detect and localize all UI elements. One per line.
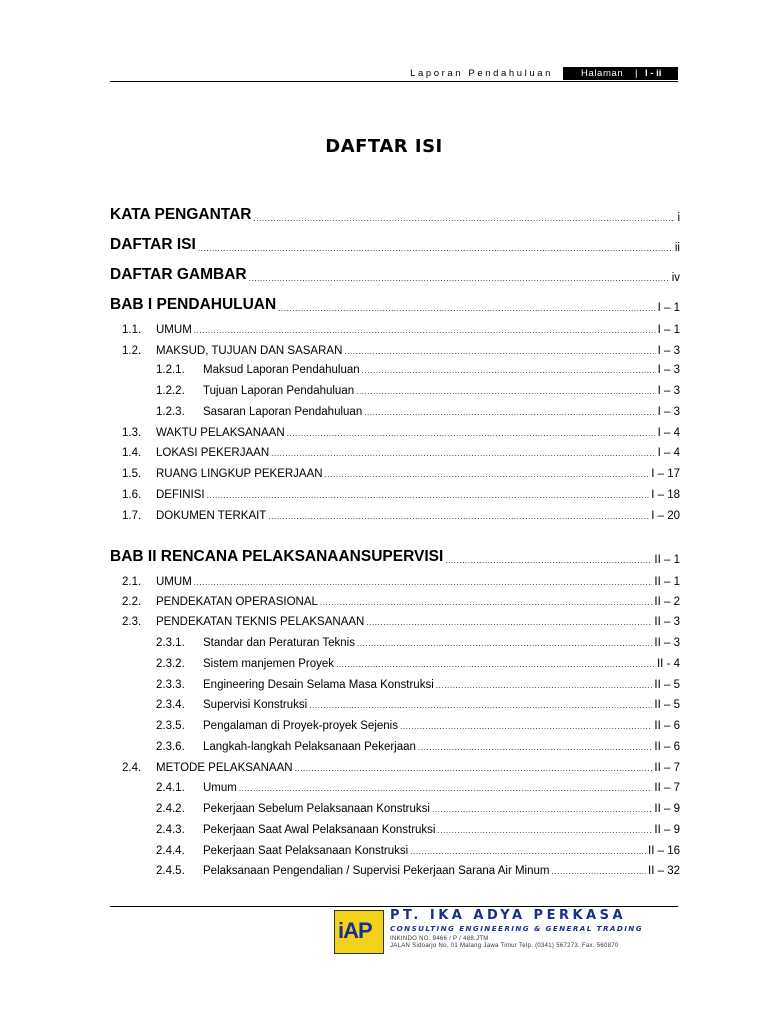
toc-dot-leader [295, 763, 653, 775]
toc-entry-page: I – 20 [651, 510, 680, 522]
toc-entry-label: Sasaran Laporan Pendahuluan [203, 406, 363, 418]
toc-entry-number: 2.3.1. [156, 637, 185, 649]
toc-dot-leader [552, 866, 647, 878]
page-separator: | [635, 68, 638, 79]
toc-entry-page: II – 2 [654, 596, 680, 608]
toc-entry [156, 865, 680, 877]
toc-entry-page: II – 7 [654, 762, 680, 774]
toc-entry [122, 447, 680, 459]
toc-entry-number: 2.3.6. [156, 741, 185, 753]
page-header [110, 67, 678, 82]
toc-entry-label: Pekerjaan Saat Awal Pelaksanaan Konstruksi [203, 824, 436, 836]
toc-entry-label: LOKASI PEKERJAAN [156, 447, 270, 459]
toc-entry-number: 1.3. [122, 427, 142, 439]
company-address: JALAN Sidoarjo No. 01 Malang Jawa Timur Telp. (0341) 567273. Fax. 560870 [390, 943, 619, 949]
toc-dot-leader [268, 511, 649, 523]
toc-entry-label: UMUM [156, 324, 192, 336]
toc-entry-label: BAB II RENCANA PELAKSANAANSUPERVISI [110, 548, 444, 565]
toc-entry-number: 2.3.3. [156, 679, 185, 691]
toc-entry-page: I – 18 [651, 489, 680, 501]
toc-dot-leader [357, 638, 652, 650]
toc-entry-page: II – 3 [654, 616, 680, 628]
company-tagline: CONSULTING ENGINEERING & GENERAL TRADING [390, 924, 643, 933]
page-label: Halaman [581, 68, 624, 79]
toc-entry-page: ii [674, 242, 680, 254]
toc-entry [122, 427, 680, 439]
toc-entry [110, 548, 680, 566]
toc-entry-label: DOKUMEN TERKAIT [156, 510, 267, 522]
toc-entry-number: 1.1. [122, 324, 142, 336]
company-info [390, 908, 690, 949]
toc-entry [156, 845, 680, 857]
company-logo [334, 910, 384, 954]
toc-entry-number: 2.3.5. [156, 720, 185, 732]
toc-entry [156, 803, 680, 815]
toc-entry-page: I – 1 [657, 324, 680, 336]
toc-entry-page: II – 5 [654, 699, 680, 711]
toc-entry-page: I – 3 [657, 406, 680, 418]
toc-entry-page: I – 3 [657, 385, 680, 397]
toc-dot-leader [249, 269, 670, 285]
toc-entry-number: 1.2.3. [156, 406, 185, 418]
toc-entry-label: Engineering Desain Selama Masa Konstruksi [203, 679, 434, 691]
toc-entry [156, 720, 680, 732]
toc-heading: DAFTAR ISI [325, 136, 443, 157]
document-title: Laporan Pendahuluan [410, 68, 553, 79]
toc-dot-leader [364, 407, 655, 419]
toc-dot-leader [320, 597, 653, 609]
toc-entry [156, 741, 680, 753]
toc-entry-number: 2.2. [122, 596, 142, 608]
toc-entry-page: I – 4 [657, 447, 680, 459]
toc-entry [156, 782, 680, 794]
toc-entry-page: II – 32 [648, 865, 680, 877]
toc-entry-page: i [677, 212, 680, 224]
toc-entry-page: II – 7 [654, 782, 680, 794]
toc-dot-leader [445, 551, 652, 567]
toc-entry-page: II – 5 [654, 679, 680, 691]
toc-dot-leader [362, 365, 656, 377]
toc-entry [110, 206, 680, 224]
toc-entry-page: iv [671, 272, 680, 284]
toc-entry-page: II – 9 [654, 824, 680, 836]
toc-entry [122, 489, 680, 501]
toc-entry-label: UMUM [156, 576, 192, 588]
toc-entry [156, 364, 680, 376]
toc-entry-number: 1.4. [122, 447, 142, 459]
toc-dot-leader [410, 846, 646, 858]
toc-entry-label: Pekerjaan Saat Pelaksanaan Konstruksi [203, 845, 409, 857]
toc-entry-label: METODE PELAKSANAAN [156, 762, 293, 774]
toc-entry-page: I – 1 [657, 302, 680, 314]
toc-entry-label: DAFTAR GAMBAR [110, 266, 247, 283]
toc-entry [110, 296, 680, 314]
toc-entry [122, 510, 680, 522]
toc-dot-leader [344, 346, 655, 358]
toc-entry-number: 1.2.2. [156, 385, 185, 397]
toc-entry [156, 699, 680, 711]
toc-entry-label: Tujuan Laporan Pendahuluan [203, 385, 355, 397]
toc-entry [156, 658, 680, 670]
toc-entry-page: II – 16 [648, 845, 680, 857]
toc-entry [156, 406, 680, 418]
toc-entry-label: MAKSUD, TUJUAN DAN SASARAN [156, 345, 343, 357]
toc-dot-leader [309, 700, 652, 712]
toc-entry [156, 637, 680, 649]
toc-entry-page: I – 3 [657, 364, 680, 376]
toc-entry-label: Umum [203, 782, 237, 794]
toc-entry [156, 679, 680, 691]
toc-entry-page: II – 3 [654, 637, 680, 649]
toc-dot-leader [366, 617, 652, 629]
toc-entry-number: 2.4.4. [156, 845, 185, 857]
toc-entry-label: Pelaksanaan Pengendalian / Supervisi Pekerjaan Sarana Air Minum [203, 865, 550, 877]
toc-dot-leader [418, 742, 653, 754]
company-name: PT. IKA ADYA PERKASA [390, 908, 627, 923]
toc-entry [122, 345, 680, 357]
toc-entry-page: I – 3 [657, 345, 680, 357]
toc-entry [122, 468, 680, 480]
toc-entry-label: DEFINISI [156, 489, 205, 501]
toc-entry-number: 1.5. [122, 468, 142, 480]
toc-entry-number: 1.2.1. [156, 364, 185, 376]
toc-entry-number: 2.4.3. [156, 824, 185, 836]
toc-dot-leader [254, 209, 676, 225]
toc-entry-label: RUANG LINGKUP PEKERJAAN [156, 468, 323, 480]
toc-entry-label: BAB I PENDAHULUAN [110, 296, 277, 313]
toc-dot-leader [436, 680, 653, 692]
toc-dot-leader [400, 721, 652, 733]
toc-entry-number: 2.3.2. [156, 658, 185, 670]
toc-entry [156, 824, 680, 836]
toc-entry-label: Supervisi Konstruksi [203, 699, 308, 711]
page-number-box [563, 67, 678, 80]
toc-entry-number: 1.2. [122, 345, 142, 357]
page-number: I - ii [645, 68, 662, 79]
toc-dot-leader [198, 239, 673, 255]
toc-entry-number: 2.4.2. [156, 803, 185, 815]
toc-dot-leader [356, 386, 655, 398]
toc-entry [110, 266, 680, 284]
toc-entry [122, 596, 680, 608]
toc-entry-number: 1.7. [122, 510, 142, 522]
toc-entry-page: I – 4 [657, 427, 680, 439]
toc-entry-page: II – 6 [654, 741, 680, 753]
toc-dot-leader [271, 448, 655, 460]
toc-entry-number: 2.4. [122, 762, 142, 774]
toc-entry-number: 2.3.4. [156, 699, 185, 711]
toc-entry-page: II – 1 [654, 554, 680, 566]
toc-entry [110, 236, 680, 254]
toc-dot-leader [432, 804, 652, 816]
toc-entry-label: Pengalaman di Proyek-proyek Sejenis [203, 720, 398, 732]
toc-entry-page: II – 9 [654, 803, 680, 815]
toc-entry-label: Maksud Laporan Pendahuluan [203, 364, 360, 376]
toc-dot-leader [336, 659, 655, 671]
toc-entry-number: 1.6. [122, 489, 142, 501]
company-registration: INKINDO NO. 9466 / P / 488.JTM [390, 936, 489, 942]
toc-dot-leader [325, 469, 650, 481]
toc-dot-leader [239, 783, 653, 795]
toc-entry-number: 2.4.1. [156, 782, 185, 794]
toc-entry-label: WAKTU PELAKSANAAN [156, 427, 285, 439]
toc-entry [156, 385, 680, 397]
toc-entry-page: I – 17 [651, 468, 680, 480]
toc-entry-number: 2.1. [122, 576, 142, 588]
toc-dot-leader [278, 299, 655, 315]
toc-entry-label: Standar dan Peraturan Teknis [203, 637, 355, 649]
toc-dot-leader [287, 428, 656, 440]
toc-dot-leader [194, 577, 653, 589]
toc-entry-number: 2.3. [122, 616, 142, 628]
toc-entry-label: PENDEKATAN OPERASIONAL [156, 596, 318, 608]
footer-divider [110, 906, 678, 907]
toc-entry-number: 2.4.5. [156, 865, 185, 877]
toc-dot-leader [207, 490, 650, 502]
toc-entry [122, 576, 680, 588]
toc-entry-label: DAFTAR ISI [110, 236, 196, 253]
toc-dot-leader [438, 825, 653, 837]
toc-entry-label: KATA PENGANTAR [110, 206, 252, 223]
toc-entry-label: PENDEKATAN TEKNIS PELAKSANAAN [156, 616, 365, 628]
toc-entry [122, 324, 680, 336]
toc-entry-label: Pekerjaan Sebelum Pelaksanaan Konstruksi [203, 803, 430, 815]
toc-dot-leader [194, 325, 656, 337]
toc-entry-label: Langkah-langkah Pelaksanaan Pekerjaan [203, 741, 416, 753]
toc-entry [122, 616, 680, 628]
logo-mark: iAP [338, 918, 372, 943]
toc-entry-page: II – 6 [654, 720, 680, 732]
toc-entry [122, 762, 680, 774]
toc-entry-page: II – 1 [654, 576, 680, 588]
toc-entry-label: Sistem manjemen Proyek [203, 658, 335, 670]
toc-entry-page: II - 4 [656, 658, 680, 670]
